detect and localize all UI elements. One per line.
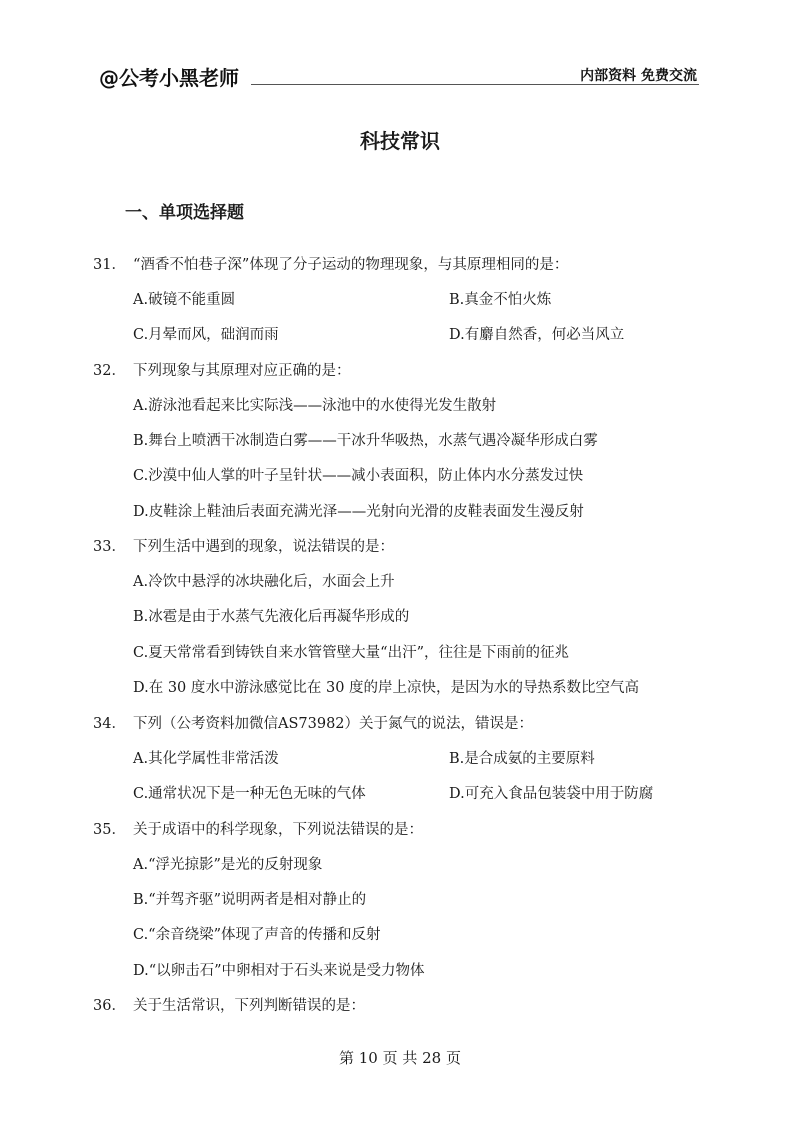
option-31-b: B.真金不怕火炼 (449, 292, 552, 308)
question-number: 34． (93, 716, 126, 732)
option-32-a: A.游泳池看起来比实际浅——泳池中的水使得光发生散射 (133, 398, 497, 414)
question-32 (93, 359, 351, 380)
question-35 (93, 818, 423, 839)
question-text: 关于成语中的科学现象，下列说法错误的是： (133, 822, 423, 838)
option-34-a: A.其化学属性非常活泼 (133, 751, 279, 767)
page-header (99, 62, 699, 90)
option-33-b: B.冰雹是由于水蒸气先液化后再凝华形成的 (133, 609, 410, 625)
question-34 (93, 712, 533, 733)
question-number: 33． (93, 539, 126, 555)
question-text: 下列现象与其原理对应正确的是： (133, 363, 351, 379)
brand-title: @公考小黑老师 (99, 66, 239, 90)
question-number: 35． (93, 822, 126, 838)
option-35-c: C.“余音绕梁”体现了声音的传播和反射 (133, 927, 381, 943)
question-text: “酒香不怕巷子深”体现了分子运动的物理现象，与其原理相同的是： (133, 257, 569, 273)
option-31-d: D.有麝自然香，何必当风立 (449, 327, 625, 343)
header-note: 内部资料 免费交流 (580, 68, 697, 84)
option-34-d: D.可充入食品包装袋中用于防腐 (449, 786, 654, 802)
option-35-a: A.“浮光掠影”是光的反射现象 (133, 857, 323, 873)
page-title: 科技常识 (360, 129, 440, 153)
option-32-b: B.舞台上喷洒干冰制造白雾——干冰升华吸热，水蒸气遇冷凝华形成白雾 (133, 433, 598, 449)
question-number: 32． (93, 363, 126, 379)
question-text: 下列生活中遇到的现象，说法错误的是： (133, 539, 394, 555)
option-31-c: C.月晕而风，础润而雨 (133, 327, 279, 343)
option-35-d: D.“以卵击石”中卵相对于石头来说是受力物体 (133, 963, 425, 979)
option-33-d: D.在 30 度水中游泳感觉比在 30 度的岸上凉快，是因为水的导热系数比空气高 (133, 680, 640, 696)
option-33-c: C.夏天常常看到铸铁自来水管管壁大量“出汗”，往往是下雨前的征兆 (133, 645, 570, 661)
question-text: 关于生活常识，下列判断错误的是： (133, 998, 365, 1014)
question-number: 31． (93, 257, 126, 273)
section-heading: 一、单项选择题 (125, 203, 244, 223)
question-number: 36． (93, 998, 126, 1014)
option-32-d: D.皮鞋涂上鞋油后表面充满光泽——光射向光滑的皮鞋表面发生漫反射 (133, 504, 584, 520)
page-footer: 第 10 页 共 28 页 (338, 1049, 461, 1067)
question-31 (93, 253, 568, 274)
question-36 (93, 994, 365, 1015)
question-33 (93, 535, 394, 556)
option-31-a: A.破镜不能重圆 (133, 292, 236, 308)
option-32-c: C.沙漠中仙人掌的叶子呈针状——减小表面积，防止体内水分蒸发过快 (133, 468, 584, 484)
question-text: 下列（公考资料加微信AS73982）关于氮气的说法，错误是： (133, 716, 534, 732)
option-33-a: A.冷饮中悬浮的冰块融化后，水面会上升 (133, 574, 395, 590)
option-34-b: B.是合成氨的主要原料 (449, 751, 595, 767)
option-35-b: B.“并驾齐驱”说明两者是相对静止的 (133, 892, 367, 908)
option-34-c: C.通常状况下是一种无色无味的气体 (133, 786, 366, 802)
